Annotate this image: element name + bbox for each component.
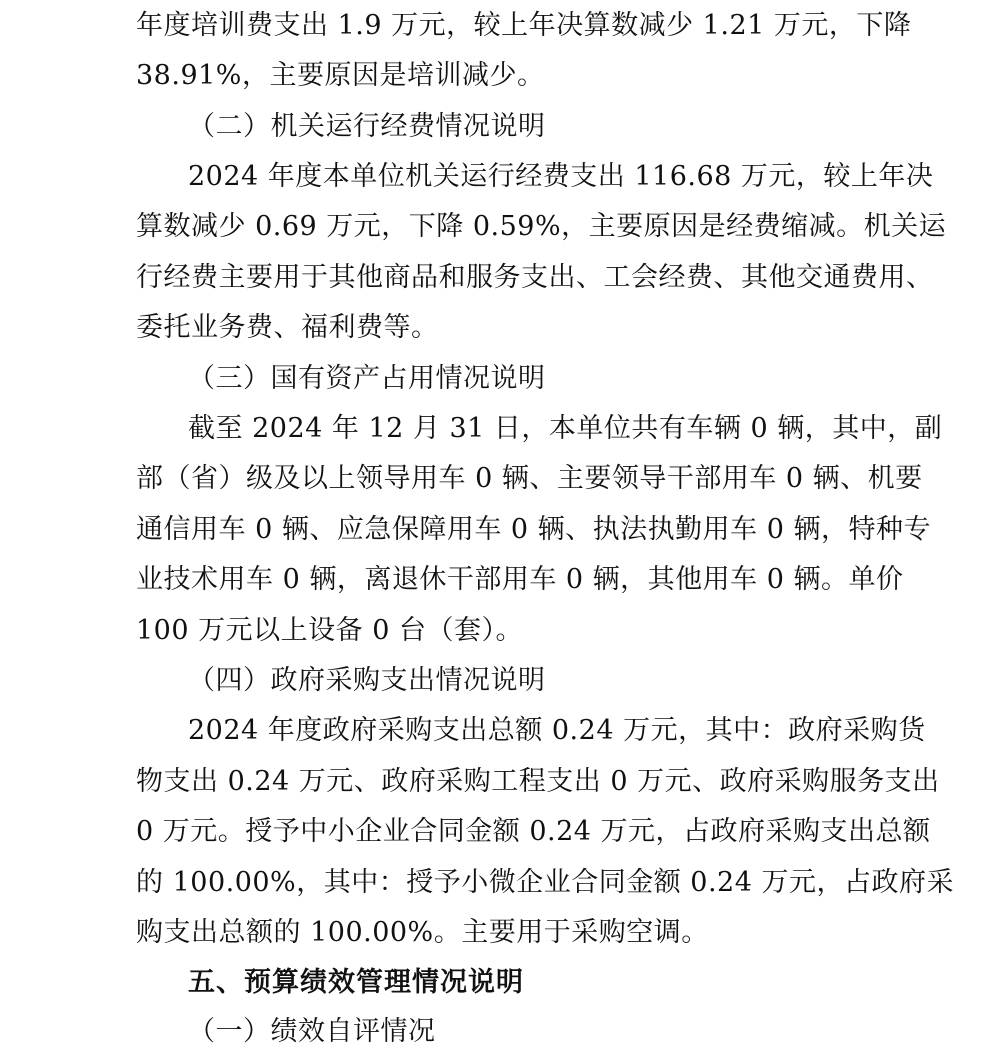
text-line-1: 年度培训费支出 1.9 万元，较上年决算数减少 1.21 万元，下降 — [136, 10, 912, 41]
section-heading-2: （二）机关运行经费情况说明 — [188, 111, 546, 142]
text-line-19: 购支出总额的 100.00%。主要用于采购空调。 — [136, 917, 709, 948]
text-line-9: 截至 2024 年 12 月 31 日，本单位共有车辆 0 辆，其中，副 — [188, 413, 943, 444]
text-line-12: 业技术用车 0 辆，离退休干部用车 0 辆，其他用车 0 辆。单价 — [136, 564, 904, 595]
text-line-17: 0 万元。授予中小企业合同金额 0.24 万元，占政府采购支出总额 — [136, 816, 931, 847]
section-heading-4: （四）政府采购支出情况说明 — [188, 665, 546, 696]
text-line-18: 的 100.00%，其中：授予小微企业合同金额 0.24 万元，占政府采 — [136, 867, 954, 898]
text-line-7: 委托业务费、福利费等。 — [136, 312, 439, 343]
text-line-4: 2024 年度本单位机关运行经费支出 116.68 万元，较上年决 — [188, 161, 934, 192]
text-line-6: 行经费主要用于其他商品和服务支出、工会经费、其他交通费用、 — [136, 262, 934, 293]
chapter-heading-5: 五、预算绩效管理情况说明 — [188, 967, 524, 998]
text-line-16: 物支出 0.24 万元、政府采购工程支出 0 万元、政府采购服务支出 — [136, 766, 940, 797]
text-line-15: 2024 年度政府采购支出总额 0.24 万元，其中：政府采购货 — [188, 715, 926, 746]
text-line-2: 38.91%，主要原因是培训减少。 — [136, 60, 545, 91]
text-line-11: 通信用车 0 辆、应急保障用车 0 辆、执法执勤用车 0 辆，特种专 — [136, 514, 932, 545]
text-line-5: 算数减少 0.69 万元，下降 0.59%，主要原因是经费缩减。机关运 — [136, 211, 947, 242]
text-line-13: 100 万元以上设备 0 台（套）。 — [136, 615, 523, 646]
text-line-10: 部（省）级及以上领导用车 0 辆、主要领导干部用车 0 辆、机要 — [136, 463, 923, 494]
section-heading-5-1: （一）绩效自评情况 — [188, 1016, 436, 1047]
section-heading-3: （三）国有资产占用情况说明 — [188, 363, 546, 394]
